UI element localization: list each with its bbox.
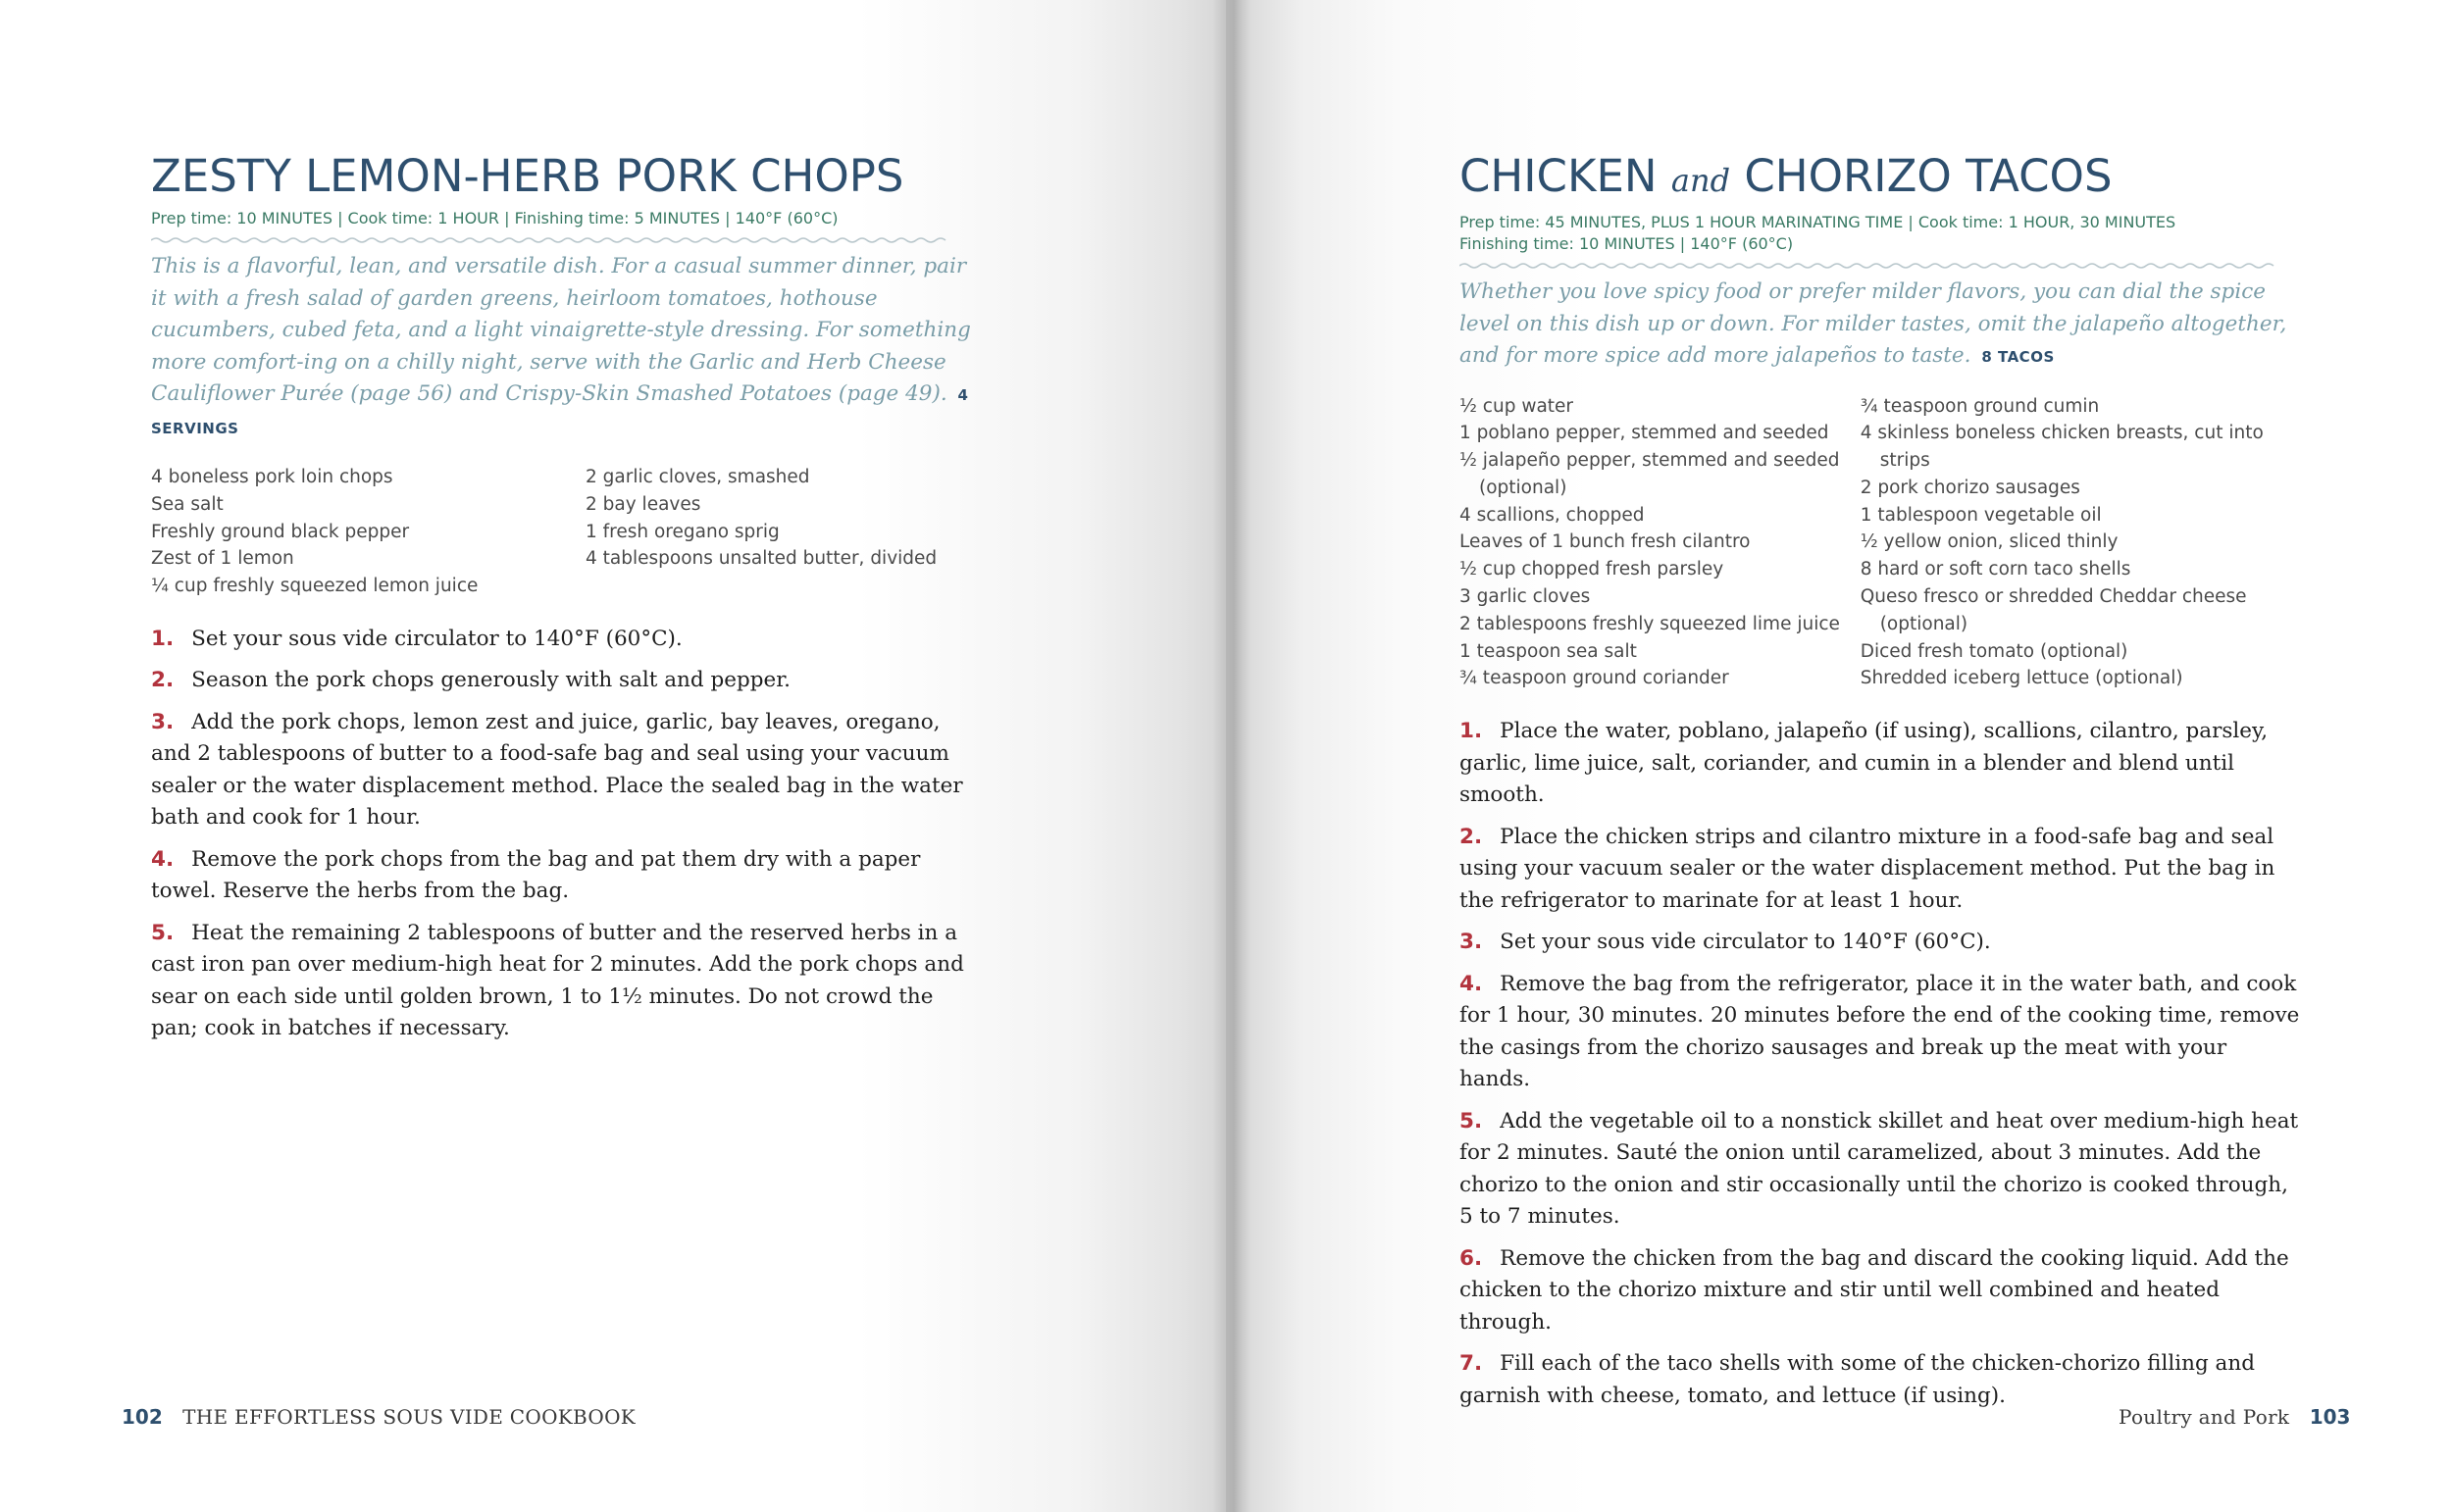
ingredient-item: 4 scallions, chopped [1459,504,1645,526]
ingredient-item: ¾ teaspoon ground cumin [1860,395,2100,417]
step-number: 4. [1459,971,1483,996]
left-page-footer [122,1404,636,1430]
ingredient-column-2 [586,464,937,600]
ingredient-item: ¾ teaspoon ground coriander [1459,668,1729,689]
recipe-intro-text: This is a flavorful, lean, and versatile dish. For a casual summer dinner, pair it with a fresh salad of garden greens, heirloom tomatoes, hothouse cucumbers, cubed feta, and a light vinaigrette-style dressing. For something more comfort-ing on a chilly night, serve with the Garlic and Herb Cheese Cauliflower Purée (page 56) and Crispy-Skin Smashed Potatoes (page 49). [151,254,971,406]
book-gutter [1212,0,1252,1512]
step-number: 1. [1459,719,1483,744]
recipe-steps [151,624,985,1045]
recipe-step [151,624,985,656]
ingredient-item: ¼ cup freshly squeezed lemon juice [151,576,479,597]
step-number: 6. [1459,1245,1483,1271]
step-number: 4. [151,846,175,872]
recipe-step [151,707,985,834]
step-text: Fill each of the taco shells with some of the chicken-chorizo filling and garnish with cheese, tomato, and lettuce (if using). [1459,1351,2255,1408]
page-number: 102 [122,1405,163,1429]
step-number: 2. [151,668,175,693]
ingredient-list [151,464,985,600]
recipe-meta-line2: Finishing time: 10 MINUTES | 140°F (60°C) [1459,234,1794,253]
step-text: Set your sous vide circulator to 140°F (60°C). [191,626,683,651]
recipe-meta [1459,212,2303,255]
recipe-step [151,918,985,1045]
step-text: Heat the remaining 2 tablespoons of butter and the reserved herbs in a cast iron pan over medium-high heat for 2 minutes. Add the pork chops and sear on each side until golden brown, 1 to 1½ minutes. Do not crowd the pan; cook in batches if necessary. [151,920,964,1041]
recipe-step [1459,822,2303,918]
recipe-step [1459,1243,2303,1339]
ingredient-item: 1 fresh oregano sprig [586,521,780,542]
recipe-chicken-chorizo-tacos [1459,147,2303,1422]
chapter-title: Poultry and Pork [2119,1405,2290,1429]
step-number: 2. [1459,824,1483,849]
step-text: Remove the pork chops from the bag and pat them dry with a paper towel. Reserve the herbs from the bag. [151,846,921,904]
step-number: 5. [151,920,175,945]
wavy-divider-line [151,235,947,245]
step-text: Remove the bag from the refrigerator, place it in the water bath, and cook for 1 hour, 30 minutes. 20 minutes before the end of the cooking time, remove the casings from the chorizo sausages and break up the meat with your hands. [1459,971,2300,1092]
wavy-divider-line [1459,261,2283,271]
recipe-title-text: ZESTY LEMON-HERB PORK CHOPS [151,150,904,202]
ingredient-item: ½ cup chopped fresh parsley [1459,559,1724,580]
book-title: THE EFFORTLESS SOUS VIDE COOKBOOK [182,1405,637,1429]
step-number: 5. [1459,1108,1483,1134]
recipe-title-and: and [1670,162,1731,199]
ingredient-item: ½ jalapeño pepper, stemmed and seeded (optional) [1459,450,1840,498]
recipe-intro-text: Whether you love spicy food or prefer milder flavors, you can dial the spice level on this dish up or down. For milder tastes, omit the jalapeño altogether, and for more spice add more jalapeños to taste. [1459,279,2287,368]
recipe-pork-chops [151,147,985,1055]
ingredient-item: Sea salt [151,493,224,515]
ingredient-item: 4 tablespoons unsalted butter, divided [586,548,938,570]
ingredient-item: 1 teaspoon sea salt [1459,640,1637,662]
recipe-step [1459,1348,2303,1412]
step-text: Remove the chicken from the bag and discard the cooking liquid. Add the chicken to the chorizo mixture and stir until well combined and heated through. [1459,1245,2289,1335]
recipe-step [1459,716,2303,812]
step-text: Add the vegetable oil to a nonstick skillet and heat over medium-high heat for 2 minutes. Sauté the onion until caramelized, about 3 minutes. Add the chorizo to the onion and stir occasionally until the chorizo is cooked through, 5 to 7 minutes. [1459,1108,2299,1230]
recipe-servings: 8 TACOS [1981,348,2055,366]
recipe-step [1459,1106,2303,1234]
recipe-title-part2: CHORIZO TACOS [1744,150,2113,202]
step-number: 3. [1459,930,1483,955]
right-page-footer [2119,1404,2350,1430]
step-number: 3. [151,709,175,734]
ingredient-item: 2 garlic cloves, smashed [586,467,810,487]
step-number: 7. [1459,1351,1483,1377]
ingredient-item: Freshly ground black pepper [151,521,410,542]
recipe-title-part1: CHICKEN [1459,150,1658,202]
recipe-step [1459,927,2303,959]
ingredient-item: 8 hard or soft corn taco shells [1860,559,2131,580]
ingredient-column-1 [151,464,586,600]
ingredient-column-1 [1459,393,1861,693]
ingredient-column-2 [1861,393,2303,693]
recipe-intro [1459,277,2303,374]
recipe-step [151,844,985,908]
recipe-steps [1459,716,2303,1412]
ingredient-item: ½ yellow onion, sliced thinly [1860,531,2119,553]
ingredient-item: 2 pork chorizo sausages [1860,477,2080,498]
ingredient-item: Leaves of 1 bunch fresh cilantro [1459,531,1751,553]
recipe-servings: 4 SERVINGS [151,386,969,437]
ingredient-item: Diced fresh tomato (optional) [1860,640,2128,662]
ingredient-item: 1 tablespoon vegetable oil [1860,504,2102,526]
wavy-divider [151,235,985,245]
step-text: Add the pork chops, lemon zest and juice, garlic, bay leaves, oregano, and 2 tablespoons of butter to a food-safe bag and seal using your vacuum sealer or the water displacement method. Place the sealed bag in the water bath and cook for 1 hour. [151,709,963,831]
wavy-divider [1459,261,2303,271]
ingredient-item: Shredded iceberg lettuce (optional) [1860,668,2183,689]
step-text: Season the pork chops generously with salt and pepper. [191,668,791,693]
ingredient-list [1459,393,2303,693]
ingredient-item: 1 poblano pepper, stemmed and seeded [1459,423,1829,444]
ingredient-item: 4 skinless boneless chicken breasts, cut into strips [1860,423,2264,472]
recipe-title [1459,147,2303,210]
recipe-title [151,147,985,206]
ingredient-item: Queso fresco or shredded Cheddar cheese (optional) [1860,586,2247,634]
ingredient-item: Zest of 1 lemon [151,548,294,570]
recipe-intro [151,251,985,444]
step-text: Set your sous vide circulator to 140°F (60°C). [1500,930,1991,955]
ingredient-item: ½ cup water [1459,395,1574,417]
step-number: 1. [151,626,175,651]
ingredient-item: 4 boneless pork loin chops [151,467,393,487]
recipe-meta: Prep time: 10 MINUTES | Cook time: 1 HOUR | Finishing time: 5 MINUTES | 140°F (60°C) [151,209,839,227]
ingredient-item: 2 bay leaves [586,493,701,515]
step-text: Place the chicken strips and cilantro mixture in a food-safe bag and seal using your vacuum sealer or the water displacement method. Put the bag in the refrigerator to marinate for at least 1 hour. [1459,824,2275,913]
page-number: 103 [2309,1405,2351,1429]
step-text: Place the water, poblano, jalapeño (if using), scallions, cilantro, parsley, garlic, lime juice, salt, coriander, and cumin in a blender and blend until smooth. [1459,719,2269,808]
recipe-step [151,665,985,697]
ingredient-item: 2 tablespoons freshly squeezed lime juice [1459,613,1840,634]
recipe-step [1459,969,2303,1096]
recipe-meta-line1: Prep time: 45 MINUTES, PLUS 1 HOUR MARINATING TIME | Cook time: 1 HOUR, 30 MINUTES [1459,213,2176,231]
ingredient-item: 3 garlic cloves [1459,586,1591,608]
